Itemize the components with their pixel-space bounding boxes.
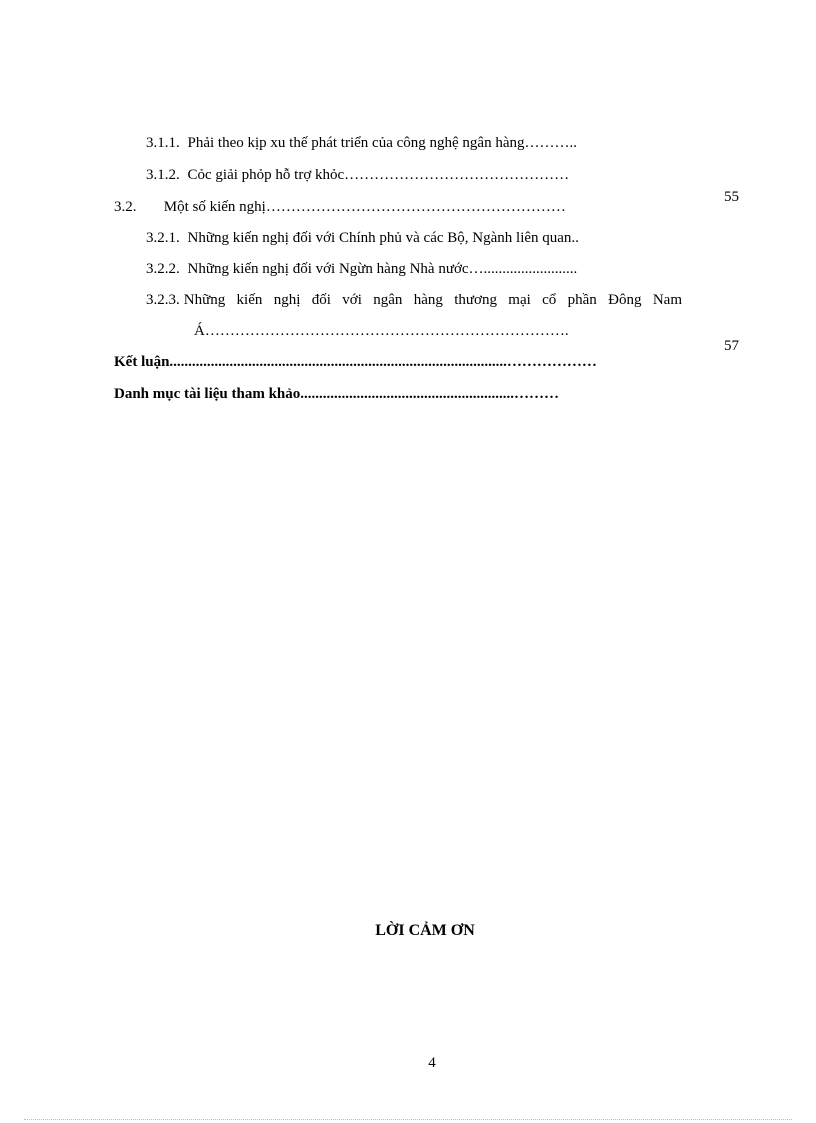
toc-entry-3-1-1 [146,134,577,152]
toc-entry-text: Một số kiến nghị…………………………………………………… [163,199,566,215]
toc-entry-text: Á………………………………………………………………. [194,323,569,339]
toc-entry-number: 3.1.2. [146,167,180,183]
toc-entry-text: Những kiến nghị đối với ngân hàng thương mại cổ phần Đông Nam [183,292,682,308]
toc-page-number: 57 [724,338,739,354]
toc-page-number: 55 [724,189,739,205]
toc-entry-number: 3.1.1. [146,135,180,151]
toc-entry-conclusion [114,353,597,371]
toc-entry-text: Những kiến nghị đối với Ngừn hàng Nhà nước…......................... [187,261,578,277]
section-heading: LỜI CẢM ƠN [375,922,475,939]
toc-entry-references [114,385,559,403]
toc-entry-text: Những kiến nghị đối với Chính phủ và các Bộ, Ngành liên quan.. [187,230,579,246]
page-edge-divider [24,1119,792,1120]
toc-entry-text: Danh mục tài liệu tham khảo.........................................................……… [114,386,560,402]
toc-entry-3-2-1 [146,229,579,247]
toc-entry-number: 3.2. [114,199,137,215]
toc-entry-number: 3.2.1. [146,230,180,246]
toc-entry-3-2 [114,198,566,216]
toc-entry-3-2-3 [146,291,682,309]
toc-entry-text: Cỏc giải phỏp hỗ trợ khỏc……………………………………… [187,167,570,183]
toc-entry-3-1-2 [146,166,569,184]
toc-entry-text: Kết luận..........................................................................................……………… [114,354,597,370]
toc-entry-number: 3.2.3. [146,292,180,308]
toc-entry-text: Phải theo kịp xu thế phát triển của công nghệ ngân hàng……….. [187,135,577,151]
page-number: 4 [428,1055,436,1071]
toc-entry-3-2-3-continuation [194,322,569,340]
toc-entry-3-2-2 [146,260,577,278]
toc-entry-number: 3.2.2. [146,261,180,277]
